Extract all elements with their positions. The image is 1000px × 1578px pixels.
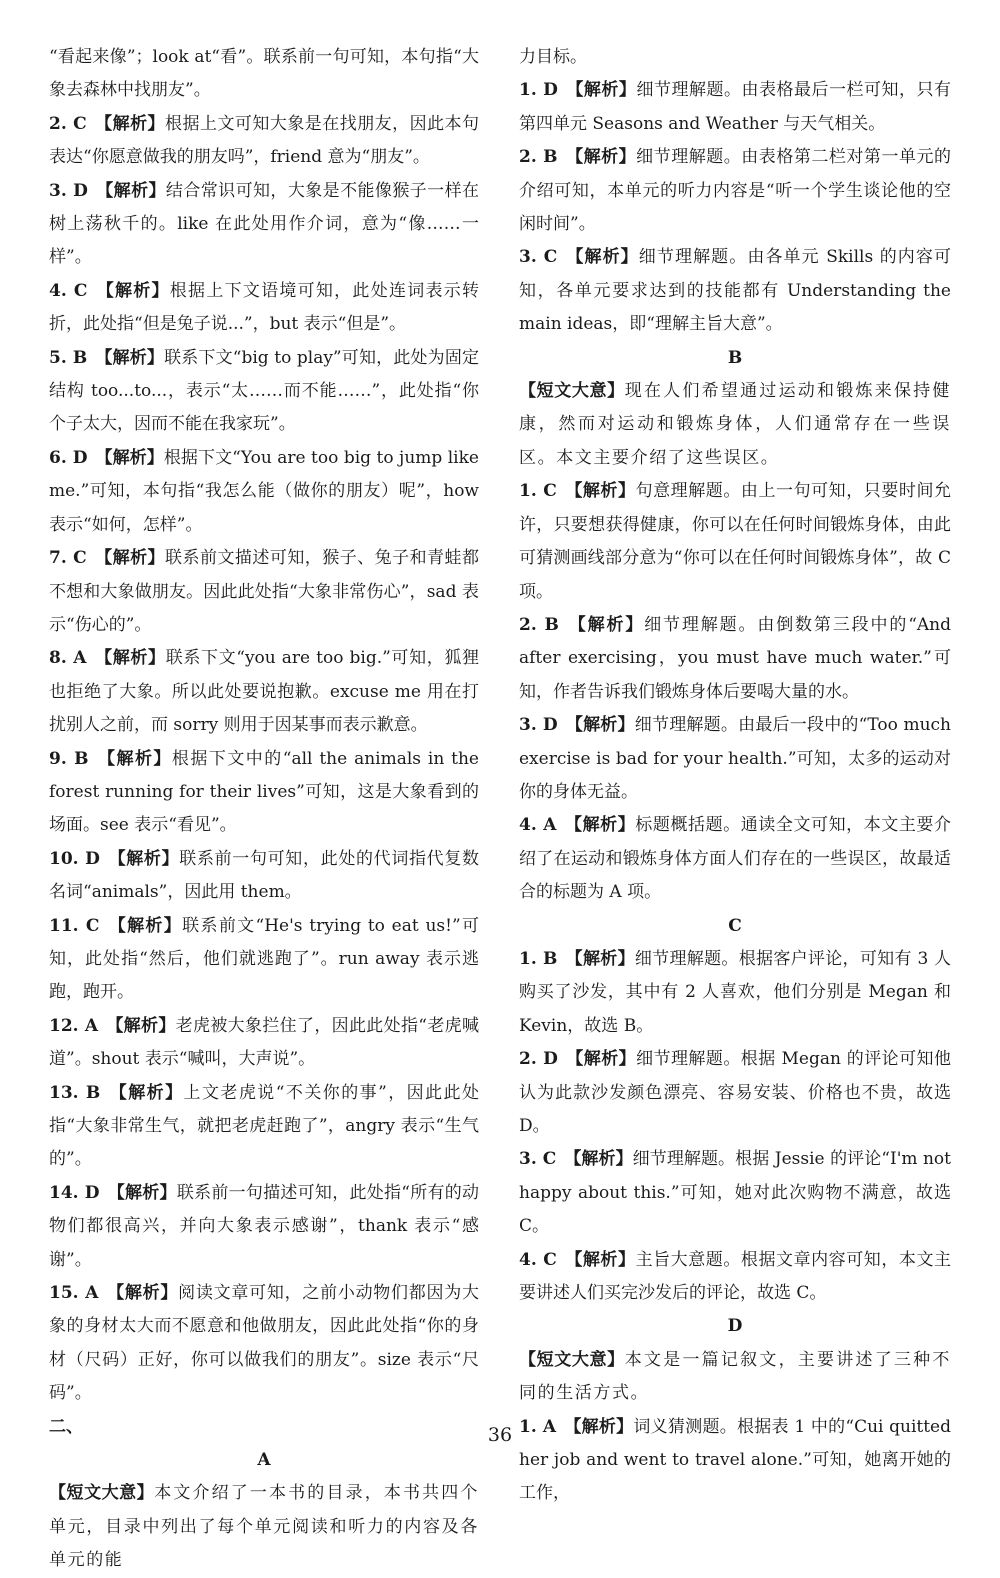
answer-item	[49, 342, 479, 442]
answer-item	[49, 910, 479, 1010]
item-number: 3. C	[519, 1149, 557, 1170]
analysis-tag: 【解析】	[107, 915, 183, 936]
answer-item	[49, 1010, 479, 1077]
summary-text: 现在人们希望通过运动和锻炼来保持健康，然而对运动和锻炼身体，人们通常存在一些误区。本文主要介绍了这些误区。	[519, 381, 951, 468]
item-number: 1. B	[519, 948, 558, 969]
analysis-tag: 【解析】	[566, 614, 645, 635]
section-heading-d: D	[727, 1316, 743, 1337]
analysis-tag: 【解析】	[95, 447, 164, 468]
item-text: 根据上文可知大象是在找朋友，因此本句表达“你愿意做我的朋友吗”，friend 意为“朋友”。	[49, 113, 480, 168]
item-number: 1. D	[519, 80, 558, 101]
answer-item	[519, 709, 951, 809]
item-number: 3. D	[519, 715, 558, 736]
analysis-tag: 【解析】	[95, 280, 170, 301]
answer-item	[49, 843, 479, 910]
section-heading-b: B	[727, 347, 743, 368]
answer-item	[49, 542, 479, 642]
item-text: 细节理解题。由最后一段中的“Too much exercise is bad for your health.”可知，太多的运动对你的身体无益。	[519, 715, 952, 802]
analysis-tag: 【解析】	[106, 1015, 176, 1036]
answer-item	[519, 74, 951, 141]
analysis-tag: 【解析】	[564, 1149, 633, 1170]
summary-tag: 【短文大意】	[519, 1349, 625, 1370]
item-text: 根据上下文语境可知，此处连词表示转折，此处指“但是兔子说...”，but 表示“但是”。	[49, 280, 480, 335]
answer-item	[49, 175, 479, 275]
item-number: 10. D	[49, 848, 100, 869]
analysis-tag: 【解析】	[565, 1049, 637, 1070]
summary	[49, 1477, 479, 1577]
analysis-tag: 【解析】	[564, 1416, 634, 1437]
item-number: 2. B	[519, 614, 559, 635]
item-number: 9. B	[49, 748, 89, 769]
item-text: 阅读文章可知，之前小动物们都因为大象的身材太大而不愿意和他做朋友，因此此处指“你的身材（尺码）正好，你可以做我们的朋友”。size 表示“尺码”。	[49, 1283, 480, 1404]
analysis-tag: 【解析】	[96, 748, 172, 769]
item-text: 细节理解题。由表格最后一栏可知，只有第四单元 Seasons and Weather 与天气相关。	[519, 80, 952, 134]
answer-item	[519, 141, 951, 241]
analysis-tag: 【解析】	[565, 948, 635, 969]
item-number: 4. C	[519, 1249, 557, 1270]
item-text: 标题概括题。通读全文可知，本文主要介绍了在运动和锻炼身体方面人们存在的一些误区，故最适合的标题为 A 项。	[519, 815, 952, 903]
analysis-tag: 【解析】	[106, 1283, 179, 1304]
answer-item	[49, 642, 479, 742]
item-number: 4. A	[519, 815, 557, 836]
analysis-tag: 【解析】	[565, 715, 635, 736]
summary-tag: 【短文大意】	[49, 1483, 155, 1504]
answer-item	[519, 943, 951, 1043]
answer-item	[519, 1043, 951, 1143]
item-text: 结合常识可知，大象是不能像猴子一样在树上荡秋千的。like 在此处用作介词，意为“像……一样”。	[49, 180, 480, 268]
answer-item	[49, 442, 479, 542]
item-text: 联系前一句可知，此处的代词指代复数名词“animals”，因此用 them。	[49, 848, 480, 903]
item-number: 3. C	[519, 247, 558, 268]
summary-text: 本文介绍了一本书的目录，本书共四个单元，目录中列出了每个单元阅读和听力的内容及各单元的能	[49, 1483, 479, 1571]
item-number: 7. C	[49, 548, 87, 569]
answer-item	[49, 1277, 479, 1411]
item-text: 词义猜测题。根据表 1 中的“Cui quitted her job and went to travel alone.”可知，她离开她的工作，	[519, 1416, 952, 1504]
analysis-tag: 【解析】	[565, 80, 637, 101]
item-text: 联系前文“He's trying to eat us!”可知，此处指“然后，他们就逃跑了”。run away 表示逃跑，跑开。	[49, 915, 479, 1003]
item-number: 11. C	[49, 915, 100, 936]
item-text: 主旨大意题。根据文章内容可知，本文主要讲述人们买完沙发后的评论，故选 C。	[519, 1249, 952, 1304]
item-number: 12. A	[49, 1015, 99, 1036]
summary	[519, 375, 951, 475]
item-number: 5. B	[49, 347, 88, 368]
item-text: 细节理解题。由倒数第三段中的“And after exercising，you must have much water.”可知，作者告诉我们锻炼身体后要喝大量的水。	[519, 614, 951, 702]
item-text: 联系下文“you are too big.”可知，狐狸也拒绝了大象。所以此处要说抱歉。excuse me 用在打扰别人之前，而 sorry 则用于因某事而表示歉意。	[49, 648, 479, 736]
item-number: 8. A	[49, 648, 87, 669]
continuation-text: “看起来像”；look at“看”。联系前一句可知，本句指“大象去森林中找朋友”。	[49, 47, 479, 101]
analysis-tag: 【解析】	[94, 113, 166, 134]
answer-item	[49, 1177, 479, 1277]
analysis-tag: 【解析】	[95, 180, 166, 201]
item-number: 1. A	[519, 1416, 557, 1437]
item-text: 细节理解题。根据 Jessie 的评论“I'm not happy about this.”可知，她对此次购物不满意，故选 C。	[519, 1149, 952, 1237]
item-text: 上文老虎说“不关你的事”，因此此处指“大象非常生气，就把老虎赶跑了”，angry 表示“生气的”。	[49, 1082, 479, 1170]
item-number: 3. D	[49, 180, 88, 201]
item-number: 2. D	[519, 1049, 558, 1070]
answer-item	[49, 1077, 479, 1177]
item-number: 1. C	[519, 481, 557, 502]
item-number: 14. D	[49, 1182, 100, 1203]
analysis-tag: 【解析】	[565, 147, 637, 168]
analysis-tag: 【解析】	[94, 648, 166, 669]
item-text: 老虎被大象拦住了，因此此处指“老虎喊道”。shout 表示“喊叫，大声说”。	[49, 1015, 479, 1070]
summary-tag: 【短文大意】	[519, 381, 625, 402]
part-label: 二、	[49, 1416, 83, 1437]
answer-item	[519, 1244, 951, 1311]
item-text: 联系前一句描述可知，此处指“所有的动物们都很高兴，并向大象表示感谢”，thank 表示“感谢”。	[49, 1182, 479, 1270]
answer-item	[519, 241, 951, 341]
item-text: 根据下文中的“all the animals in the forest running for their lives”可知，这是大象看到的场面。see 表示“看见”。	[49, 748, 479, 836]
analysis-tag: 【解析】	[107, 1182, 177, 1203]
item-text: 根据下文“You are too big to jump like me.”可知，本句指“我怎么能（做你的朋友）呢”，how 表示“如何，怎样”。	[49, 447, 479, 535]
analysis-tag: 【解析】	[108, 1082, 184, 1103]
analysis-tag: 【解析】	[107, 848, 180, 869]
item-text: 细节理解题。根据客户评论，可知有 3 人购买了沙发，其中有 2 人喜欢，他们分别是 Megan 和 Kevin，故选 B。	[519, 948, 951, 1036]
analysis-tag: 【解析】	[565, 247, 639, 268]
answer-item	[519, 809, 951, 909]
analysis-tag: 【解析】	[564, 815, 636, 836]
item-number: 2. C	[49, 113, 87, 134]
left-column	[49, 41, 480, 1571]
page-number: 36	[487, 1424, 513, 1446]
item-text: 联系下文“big to play”可知，此处为固定结构 too...to...，表示“太……而不能……”，此处指“你个子太大，因而不能在我家玩”。	[49, 347, 479, 435]
analysis-tag: 【解析】	[564, 1249, 636, 1270]
answer-item	[49, 743, 479, 843]
analysis-tag: 【解析】	[95, 347, 165, 368]
answer-item	[519, 1411, 951, 1511]
section-heading-c: C	[728, 915, 742, 936]
item-number: 2. B	[519, 147, 558, 168]
answer-item	[519, 609, 951, 709]
answer-item	[519, 1143, 951, 1243]
item-text: 细节理解题。根据 Megan 的评论可知他认为此款沙发颜色漂亮、容易安装、价格也不贵，故选 D。	[519, 1049, 951, 1136]
continuation-text: 力目标。	[519, 47, 587, 67]
summary-text: 本文是一篇记叙文，主要讲述了三种不同的生活方式。	[519, 1349, 951, 1404]
item-number: 15. A	[49, 1283, 99, 1304]
item-number: 6. D	[49, 447, 88, 468]
item-text: 联系前文描述可知，猴子、兔子和青蛙都不想和大象做朋友。因此此处指“大象非常伤心”，sad 表示“伤心的”。	[49, 548, 480, 635]
analysis-tag: 【解析】	[94, 548, 166, 569]
item-number: 13. B	[49, 1082, 101, 1103]
summary	[519, 1344, 951, 1411]
item-number: 4. C	[49, 280, 88, 301]
answer-item	[519, 475, 951, 609]
item-text: 细节理解题。由各单元 Skills 的内容可知，各单元要求达到的技能都有 Understanding the main ideas，即“理解主旨大意”。	[519, 247, 951, 335]
item-text: 细节理解题。由表格第二栏对第一单元的介绍可知，本单元的听力内容是“听一个学生谈论他的空闲时间”。	[519, 147, 952, 235]
right-column	[519, 41, 952, 1504]
item-text: 句意理解题。由上一句可知，只要时间允许，只要想获得健康，你可以在任何时间锻炼身体，由此可猜测画线部分意为“你可以在任何时间锻炼身体”，故 C 项。	[519, 481, 952, 602]
section-heading-a: A	[257, 1450, 271, 1471]
answer-item	[49, 275, 479, 342]
analysis-tag: 【解析】	[564, 481, 636, 502]
answer-item	[49, 108, 479, 175]
